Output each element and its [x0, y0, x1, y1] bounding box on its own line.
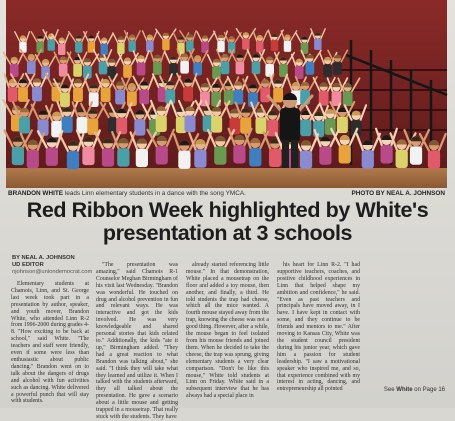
continued-on-page [384, 387, 445, 393]
column-text: his heart for Linn R-2. "I had supportive teachers, coaches, and positive childhood experiences in Linn that helped shape my ambition and confidence," he said. "Even as past teachers and principals have moved away, in I have. I have kept in contact with some, and they continue to be friends and mentors to me." After moving to Kansas City, White was the student council president during his junior year, which gave him a passion for student leadership. "I saw a motivational speaker who inspired me, and so, that experience combined with my interest in acting, dancing, and entrepreneurship all pointed [277, 262, 360, 393]
news-photo [6, 0, 447, 188]
article-column-2 [96, 262, 178, 420]
column-text: already started referencing little mouse." In that demonstration, White placed a mousetrap on the floor and added a toy mouse, then another, and finally, a third. He told students the trap had cheese, which all the mice wanted. A fourth mouse stayed away from the trap, knowing the cheese was not a good thing. However, after a while, the mouse began to feel isolated from his mouse friends and joined them. When he decided to take the cheese, the trap was sprung, giving elementary students a very clear comparison. "Don't be like this mouse," White told students at Linn on Friday. White said in a subsequent interview that he has always had a special place in [186, 262, 269, 400]
byline-email: njohnson@uniondemocrat.com [12, 269, 93, 275]
headline-line-2: presentation at 3 schools [102, 221, 353, 245]
column-text: Elementary students at Chamois, Linn, and St. George last week took part in a presentation by author, speaker, and youth mover, Brandon White, who attended Linn R-2 from 1996-2000 during grades 4-8. "How exciting to be back at school," said White. "The teachers and staff were friendly, even if some were less than enthusiastic about public dancing." Brandon went on to talk about the dangers of drugs and alcohol with fun activities such as dancing. White delivered a powerful punch that will stay with students. [11, 281, 89, 405]
caption-credit: BRANDON WHITE [8, 190, 64, 197]
photo-credit: PHOTO BY NEAL A. JOHNSON [351, 190, 445, 197]
headline [0, 199, 455, 245]
article-column-1 [11, 281, 89, 405]
byline-role: UD EDITOR [12, 262, 44, 268]
jump-suffix: on Page 16 [414, 387, 445, 393]
article-column-4 [277, 262, 360, 395]
article-column-5 [366, 262, 448, 386]
column-text: "The presentation was amazing," said Chamois R-1 Counselor Meghan Birmingham of his visit last Wednesday. "Brandon was wonderful. He touched on drug and alcohol prevention in fun and relevant ways. He was interactive and got the kids involved. He was very knowledgeable and shared personal stories that kids related to." Additionally, the kids "ate it up," Birmingham added. "They had a great reaction to what Brandon was talking about," she said. "I think they will take what they learned and utilize it. When I talked with the students afterward, they all talked about the presentation. He gave a scenario about a little mouse and getting trapped in a mousetrap. That really stuck with the students. They have [96, 262, 178, 420]
jump-prefix: See [383, 387, 395, 393]
article-column-3 [186, 262, 269, 400]
caption-text: leads Linn elementary students in a dance with the song YMCA. [64, 190, 246, 197]
byline [12, 255, 92, 276]
headline-line-1: Red Ribbon Week highlighted by White's [26, 198, 429, 222]
byline-author: BY NEAL A. JOHNSON [12, 255, 75, 261]
jump-name: White [396, 387, 413, 393]
